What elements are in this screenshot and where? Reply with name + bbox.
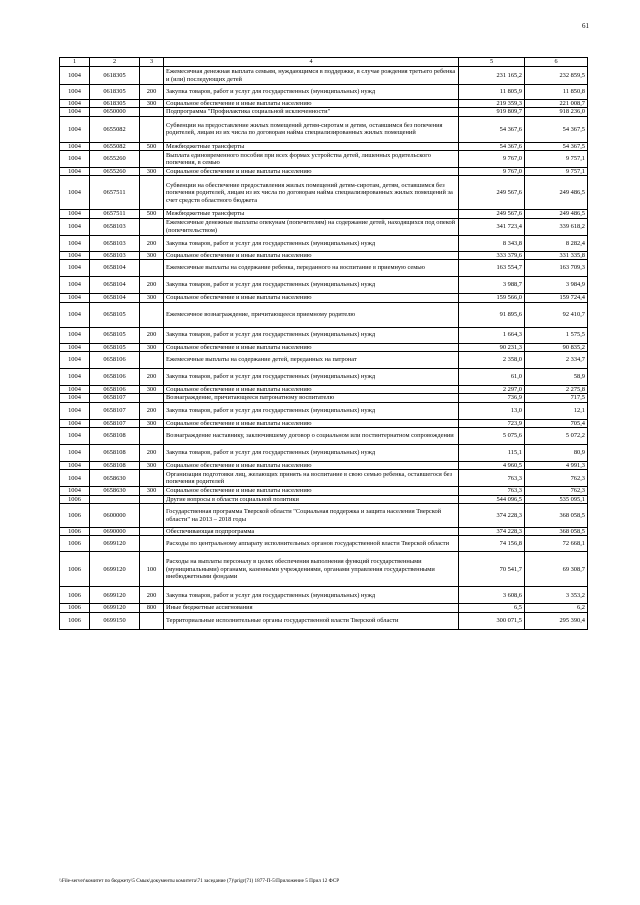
item-name: Ежемесячные выплаты на содержание ребенка, переданного на воспитание в приемную семью bbox=[164, 260, 459, 277]
amount-year-2: 249 486,5 bbox=[525, 176, 588, 210]
expense-type bbox=[140, 67, 164, 85]
amount-year-2: 8 282,4 bbox=[525, 235, 588, 251]
item-name: Закупка товаров, работ и услуг для государственных (муниципальных) нужд bbox=[164, 368, 459, 385]
section-code: 1004 bbox=[60, 100, 90, 108]
item-name: Территориальные исполнительные органы государственной власти Тверской области bbox=[164, 612, 459, 629]
target-code: 0658105 bbox=[90, 327, 140, 343]
amount-year-2: 90 835,2 bbox=[525, 343, 588, 351]
target-code: 0658630 bbox=[90, 470, 140, 487]
table-body bbox=[60, 67, 588, 630]
section-code: 1004 bbox=[60, 302, 90, 327]
target-code: 0658108 bbox=[90, 461, 140, 469]
amount-year-1: 341 723,4 bbox=[459, 218, 525, 235]
target-code: 0655260 bbox=[90, 151, 140, 168]
amount-year-1: 736,9 bbox=[459, 394, 525, 402]
table-header-row bbox=[60, 58, 588, 67]
amount-year-2: 249 486,5 bbox=[525, 210, 588, 218]
amount-year-1: 374 228,3 bbox=[459, 504, 525, 528]
table-row bbox=[60, 385, 588, 393]
amount-year-1: 763,3 bbox=[459, 487, 525, 495]
section-code: 1004 bbox=[60, 235, 90, 251]
section-code: 1004 bbox=[60, 151, 90, 168]
amount-year-2: 12,1 bbox=[525, 402, 588, 419]
section-code: 1004 bbox=[60, 385, 90, 393]
amount-year-2: 762,3 bbox=[525, 470, 588, 487]
expense-type bbox=[140, 151, 164, 168]
amount-year-2: 918 236,0 bbox=[525, 108, 588, 116]
table-row bbox=[60, 528, 588, 536]
amount-year-2: 80,9 bbox=[525, 444, 588, 461]
item-name: Другие вопросы в области социальной политики bbox=[164, 495, 459, 503]
item-name: Социальное обеспечение и иные выплаты населению bbox=[164, 385, 459, 393]
target-code: 0655260 bbox=[90, 168, 140, 176]
amount-year-1: 1 664,3 bbox=[459, 327, 525, 343]
target-code: 0699120 bbox=[90, 604, 140, 612]
section-code: 1004 bbox=[60, 294, 90, 302]
target-code: 0618305 bbox=[90, 100, 140, 108]
amount-year-1: 231 165,2 bbox=[459, 67, 525, 85]
target-code: 0657511 bbox=[90, 176, 140, 210]
target-code: 0658104 bbox=[90, 260, 140, 277]
amount-year-2: 368 058,5 bbox=[525, 504, 588, 528]
section-code: 1004 bbox=[60, 343, 90, 351]
table-row bbox=[60, 251, 588, 259]
table-row bbox=[60, 461, 588, 469]
amount-year-1: 163 554,7 bbox=[459, 260, 525, 277]
amount-year-1: 9 767,0 bbox=[459, 151, 525, 168]
section-code: 1004 bbox=[60, 218, 90, 235]
item-name: Иные бюджетные ассигнования bbox=[164, 604, 459, 612]
target-code: 0657511 bbox=[90, 210, 140, 218]
amount-year-2: 232 859,5 bbox=[525, 67, 588, 85]
target-code: 0600000 bbox=[90, 504, 140, 528]
target-code: 0699120 bbox=[90, 552, 140, 587]
section-code: 1004 bbox=[60, 116, 90, 142]
table-row bbox=[60, 612, 588, 629]
amount-year-2: 159 724,4 bbox=[525, 294, 588, 302]
target-code: 0655082 bbox=[90, 116, 140, 142]
amount-year-1: 54 367,6 bbox=[459, 116, 525, 142]
item-name: Ежемесячное вознаграждение, причитающееся приемному родителю bbox=[164, 302, 459, 327]
target-code: 0658107 bbox=[90, 394, 140, 402]
amount-year-2: 331 335,8 bbox=[525, 251, 588, 259]
target-code: 0658108 bbox=[90, 444, 140, 461]
amount-year-1: 2 297,0 bbox=[459, 385, 525, 393]
expense-type bbox=[140, 536, 164, 552]
table-row bbox=[60, 470, 588, 487]
section-code: 1004 bbox=[60, 427, 90, 444]
amount-year-2: 368 058,5 bbox=[525, 528, 588, 536]
target-code: 0658104 bbox=[90, 277, 140, 294]
expense-type bbox=[140, 495, 164, 503]
budget-table bbox=[59, 57, 588, 630]
amount-year-2: 705,4 bbox=[525, 419, 588, 427]
amount-year-2: 6,2 bbox=[525, 604, 588, 612]
item-name: Обеспечивающая подпрограмма bbox=[164, 528, 459, 536]
item-name: Вознаграждение, причитающееся патронатному воспитателю bbox=[164, 394, 459, 402]
table-row bbox=[60, 552, 588, 587]
section-code: 1004 bbox=[60, 251, 90, 259]
amount-year-2: 339 618,2 bbox=[525, 218, 588, 235]
expense-type: 300 bbox=[140, 294, 164, 302]
section-code: 1004 bbox=[60, 402, 90, 419]
item-name: Социальное обеспечение и иные выплаты населению bbox=[164, 100, 459, 108]
expense-type: 300 bbox=[140, 385, 164, 393]
expense-type bbox=[140, 351, 164, 368]
amount-year-1: 159 566,0 bbox=[459, 294, 525, 302]
item-name: Социальное обеспечение и иные выплаты населению bbox=[164, 343, 459, 351]
table-row bbox=[60, 67, 588, 85]
amount-year-2: 2 334,7 bbox=[525, 351, 588, 368]
section-code: 1006 bbox=[60, 587, 90, 604]
amount-year-2: 221 008,7 bbox=[525, 100, 588, 108]
section-code: 1004 bbox=[60, 394, 90, 402]
target-code: 0658106 bbox=[90, 351, 140, 368]
target-code: 0658103 bbox=[90, 235, 140, 251]
item-name: Социальное обеспечение и иные выплаты населению bbox=[164, 294, 459, 302]
section-code: 1004 bbox=[60, 368, 90, 385]
amount-year-1: 8 343,8 bbox=[459, 235, 525, 251]
amount-year-1: 333 379,6 bbox=[459, 251, 525, 259]
expense-type: 300 bbox=[140, 251, 164, 259]
target-code: 0658105 bbox=[90, 343, 140, 351]
amount-year-1: 219 359,3 bbox=[459, 100, 525, 108]
expense-type bbox=[140, 612, 164, 629]
table-row bbox=[60, 108, 588, 116]
target-code: 0658103 bbox=[90, 251, 140, 259]
expense-type bbox=[140, 528, 164, 536]
section-code: 1004 bbox=[60, 67, 90, 85]
table-row bbox=[60, 218, 588, 235]
target-code: 0658105 bbox=[90, 302, 140, 327]
table-row bbox=[60, 427, 588, 444]
amount-year-2: 717,5 bbox=[525, 394, 588, 402]
target-code: 0658103 bbox=[90, 218, 140, 235]
expense-type: 300 bbox=[140, 168, 164, 176]
expense-type bbox=[140, 470, 164, 487]
amount-year-1: 2 358,0 bbox=[459, 351, 525, 368]
expense-type: 500 bbox=[140, 210, 164, 218]
target-code: 0658106 bbox=[90, 368, 140, 385]
section-code: 1006 bbox=[60, 612, 90, 629]
section-code: 1004 bbox=[60, 419, 90, 427]
section-code: 1004 bbox=[60, 108, 90, 116]
target-code: 0618305 bbox=[90, 67, 140, 85]
target-code: 0658630 bbox=[90, 487, 140, 495]
amount-year-1: 249 567,6 bbox=[459, 210, 525, 218]
item-name: Расходы по центральному аппарату исполнительных органов государственной власти Тверской области bbox=[164, 536, 459, 552]
amount-year-2: 163 709,3 bbox=[525, 260, 588, 277]
expense-type: 200 bbox=[140, 368, 164, 385]
target-code: 0658104 bbox=[90, 294, 140, 302]
item-name: Закупка товаров, работ и услуг для государственных (муниципальных) нужд bbox=[164, 587, 459, 604]
section-code: 1006 bbox=[60, 495, 90, 503]
amount-year-1: 90 231,3 bbox=[459, 343, 525, 351]
amount-year-1: 9 767,0 bbox=[459, 168, 525, 176]
amount-year-2: 295 390,4 bbox=[525, 612, 588, 629]
expense-type: 300 bbox=[140, 461, 164, 469]
item-name: Социальное обеспечение и иные выплаты населению bbox=[164, 487, 459, 495]
expense-type: 500 bbox=[140, 142, 164, 150]
amount-year-2: 9 757,1 bbox=[525, 151, 588, 168]
item-name: Государственная программа Тверской области "Социальная поддержка и защита населения Тверской области" на 2013 – 2018 годы bbox=[164, 504, 459, 528]
table-row bbox=[60, 168, 588, 176]
page-number: 61 bbox=[582, 22, 589, 30]
amount-year-1: 4 960,5 bbox=[459, 461, 525, 469]
item-name: Закупка товаров, работ и услуг для государственных (муниципальных) нужд bbox=[164, 444, 459, 461]
item-name: Закупка товаров, работ и услуг для государственных (муниципальных) нужд bbox=[164, 235, 459, 251]
expense-type: 300 bbox=[140, 100, 164, 108]
amount-year-1: 115,1 bbox=[459, 444, 525, 461]
expense-type: 800 bbox=[140, 604, 164, 612]
amount-year-2: 762,3 bbox=[525, 487, 588, 495]
target-code: 0658106 bbox=[90, 385, 140, 393]
item-name: Социальное обеспечение и иные выплаты населению bbox=[164, 251, 459, 259]
table-row bbox=[60, 142, 588, 150]
table-row bbox=[60, 604, 588, 612]
amount-year-2: 2 275,8 bbox=[525, 385, 588, 393]
amount-year-2: 54 367,5 bbox=[525, 116, 588, 142]
section-code: 1004 bbox=[60, 351, 90, 368]
column-header: 1 bbox=[60, 58, 90, 67]
expense-type bbox=[140, 108, 164, 116]
target-code: 0699120 bbox=[90, 536, 140, 552]
amount-year-1: 919 809,7 bbox=[459, 108, 525, 116]
item-name: Вознаграждение наставнику, заключившему договор о социальном или постинтернатном сопровождении bbox=[164, 427, 459, 444]
section-code: 1004 bbox=[60, 210, 90, 218]
amount-year-1: 544 096,5 bbox=[459, 495, 525, 503]
item-name: Расходы на выплаты персоналу в целях обеспечения выполнения функций государственными (муниципальными) органами, казенными учреждениями, органами управления государственными внебюджетными фондами bbox=[164, 552, 459, 587]
target-code: 0690000 bbox=[90, 528, 140, 536]
expense-type: 100 bbox=[140, 552, 164, 587]
item-name: Подпрограмма "Профилактика социальной исключенности" bbox=[164, 108, 459, 116]
expense-type: 200 bbox=[140, 235, 164, 251]
table-row bbox=[60, 85, 588, 100]
amount-year-1: 300 071,5 bbox=[459, 612, 525, 629]
expense-type bbox=[140, 116, 164, 142]
item-name: Субвенции на предоставление жилых помещений детям-сиротам и детям, оставшимся без попечения родителей, лицам из их числа по договорам найма специализированных жилых помещений bbox=[164, 116, 459, 142]
amount-year-2: 69 308,7 bbox=[525, 552, 588, 587]
expense-type: 200 bbox=[140, 402, 164, 419]
amount-year-2: 1 575,5 bbox=[525, 327, 588, 343]
section-code: 1004 bbox=[60, 277, 90, 294]
item-name: Межбюджетные трансферты bbox=[164, 142, 459, 150]
table-row bbox=[60, 210, 588, 218]
amount-year-2: 11 850,8 bbox=[525, 85, 588, 100]
table-row bbox=[60, 327, 588, 343]
expense-type bbox=[140, 504, 164, 528]
item-name: Межбюджетные трансферты bbox=[164, 210, 459, 218]
section-code: 1004 bbox=[60, 327, 90, 343]
item-name: Организация подготовки лиц, желающих принять на воспитание в свою семью ребенка, оставшегося без попечения родителей bbox=[164, 470, 459, 487]
table-row bbox=[60, 235, 588, 251]
amount-year-1: 61,0 bbox=[459, 368, 525, 385]
amount-year-1: 74 156,8 bbox=[459, 536, 525, 552]
item-name: Ежемесячные денежные выплаты опекунам (попечителям) на содержание детей, находящихся под опекой (попечительством) bbox=[164, 218, 459, 235]
target-code: 0618305 bbox=[90, 85, 140, 100]
section-code: 1006 bbox=[60, 528, 90, 536]
table-row bbox=[60, 260, 588, 277]
section-code: 1004 bbox=[60, 444, 90, 461]
expense-type: 200 bbox=[140, 444, 164, 461]
section-code: 1004 bbox=[60, 260, 90, 277]
section-code: 1006 bbox=[60, 504, 90, 528]
table-row bbox=[60, 302, 588, 327]
expense-type: 300 bbox=[140, 487, 164, 495]
amount-year-1: 91 895,6 bbox=[459, 302, 525, 327]
item-name: Выплата единовременного пособия при всех формах устройства детей, лишенных родительского попечения, в семью bbox=[164, 151, 459, 168]
amount-year-1: 763,3 bbox=[459, 470, 525, 487]
section-code: 1004 bbox=[60, 85, 90, 100]
table-row bbox=[60, 394, 588, 402]
item-name: Ежемесячные выплаты на содержание детей, переданных на патронат bbox=[164, 351, 459, 368]
section-code: 1004 bbox=[60, 487, 90, 495]
table-row bbox=[60, 151, 588, 168]
section-code: 1004 bbox=[60, 470, 90, 487]
expense-type bbox=[140, 394, 164, 402]
item-name: Закупка товаров, работ и услуг для государственных (муниципальных) нужд bbox=[164, 327, 459, 343]
amount-year-2: 92 410,7 bbox=[525, 302, 588, 327]
amount-year-1: 54 367,6 bbox=[459, 142, 525, 150]
table-row bbox=[60, 277, 588, 294]
expense-type: 200 bbox=[140, 327, 164, 343]
expense-type: 200 bbox=[140, 85, 164, 100]
amount-year-2: 3 353,2 bbox=[525, 587, 588, 604]
amount-year-2: 54 367,5 bbox=[525, 142, 588, 150]
column-header: 3 bbox=[140, 58, 164, 67]
expense-type: 200 bbox=[140, 587, 164, 604]
amount-year-2: 58,9 bbox=[525, 368, 588, 385]
item-name: Социальное обеспечение и иные выплаты населению bbox=[164, 461, 459, 469]
item-name: Ежемесячная денежная выплата семьям, нуждающимся в поддержке, в случае рождения третьего ребенка и (или) последующих детей bbox=[164, 67, 459, 85]
amount-year-1: 6,5 bbox=[459, 604, 525, 612]
table-row bbox=[60, 419, 588, 427]
item-name: Закупка товаров, работ и услуг для государственных (муниципальных) нужд bbox=[164, 85, 459, 100]
item-name: Закупка товаров, работ и услуг для государственных (муниципальных) нужд bbox=[164, 277, 459, 294]
amount-year-2: 72 668,1 bbox=[525, 536, 588, 552]
table-row bbox=[60, 100, 588, 108]
column-header: 6 bbox=[525, 58, 588, 67]
section-code: 1004 bbox=[60, 176, 90, 210]
amount-year-2: 3 984,9 bbox=[525, 277, 588, 294]
expense-type: 200 bbox=[140, 277, 164, 294]
expense-type bbox=[140, 176, 164, 210]
table-row bbox=[60, 176, 588, 210]
target-code: 0699150 bbox=[90, 612, 140, 629]
item-name: Закупка товаров, работ и услуг для государственных (муниципальных) нужд bbox=[164, 402, 459, 419]
column-header: 2 bbox=[90, 58, 140, 67]
item-name: Социальное обеспечение и иные выплаты населению bbox=[164, 168, 459, 176]
amount-year-2: 535 095,1 bbox=[525, 495, 588, 503]
amount-year-2: 4 991,3 bbox=[525, 461, 588, 469]
table-row bbox=[60, 294, 588, 302]
amount-year-1: 3 608,6 bbox=[459, 587, 525, 604]
amount-year-1: 249 567,6 bbox=[459, 176, 525, 210]
table-row bbox=[60, 402, 588, 419]
expense-type bbox=[140, 427, 164, 444]
file-path-footer: \\File-server\комитет по бюджету\5 Смык\документы комитета\71 заседание (7)\prigr(71) 1877-П-5\Приложение 5 Прил 12 ФСР bbox=[59, 878, 340, 884]
table-row bbox=[60, 587, 588, 604]
expense-type: 300 bbox=[140, 343, 164, 351]
table-row bbox=[60, 368, 588, 385]
column-header: 5 bbox=[459, 58, 525, 67]
table-row bbox=[60, 444, 588, 461]
section-code: 1004 bbox=[60, 142, 90, 150]
table-row bbox=[60, 351, 588, 368]
target-code: 0658107 bbox=[90, 402, 140, 419]
expense-type bbox=[140, 218, 164, 235]
table-row bbox=[60, 116, 588, 142]
item-name: Социальное обеспечение и иные выплаты населению bbox=[164, 419, 459, 427]
table-row bbox=[60, 495, 588, 503]
amount-year-1: 11 805,9 bbox=[459, 85, 525, 100]
item-name: Субвенции на обеспечение предоставления жилых помещений детям-сиротам, детям, оставшимся без попечения родителей, лицам из их числа по договорам найма специализированных жилых помещений за счет средств областного бюджета bbox=[164, 176, 459, 210]
table-row bbox=[60, 536, 588, 552]
table-row bbox=[60, 504, 588, 528]
target-code: 0699120 bbox=[90, 587, 140, 604]
target-code bbox=[90, 495, 140, 503]
amount-year-1: 374 228,3 bbox=[459, 528, 525, 536]
amount-year-1: 723,9 bbox=[459, 419, 525, 427]
amount-year-1: 13,0 bbox=[459, 402, 525, 419]
target-code: 0650000 bbox=[90, 108, 140, 116]
section-code: 1004 bbox=[60, 461, 90, 469]
table-row bbox=[60, 487, 588, 495]
expense-type bbox=[140, 260, 164, 277]
amount-year-1: 70 541,7 bbox=[459, 552, 525, 587]
amount-year-1: 3 988,7 bbox=[459, 277, 525, 294]
amount-year-2: 9 757,1 bbox=[525, 168, 588, 176]
section-code: 1006 bbox=[60, 552, 90, 587]
amount-year-1: 5 075,6 bbox=[459, 427, 525, 444]
expense-type: 300 bbox=[140, 419, 164, 427]
amount-year-2: 5 072,2 bbox=[525, 427, 588, 444]
target-code: 0658107 bbox=[90, 419, 140, 427]
target-code: 0655082 bbox=[90, 142, 140, 150]
section-code: 1006 bbox=[60, 536, 90, 552]
expense-type bbox=[140, 302, 164, 327]
column-header: 4 bbox=[164, 58, 459, 67]
section-code: 1006 bbox=[60, 604, 90, 612]
target-code: 0658108 bbox=[90, 427, 140, 444]
table-row bbox=[60, 343, 588, 351]
section-code: 1004 bbox=[60, 168, 90, 176]
